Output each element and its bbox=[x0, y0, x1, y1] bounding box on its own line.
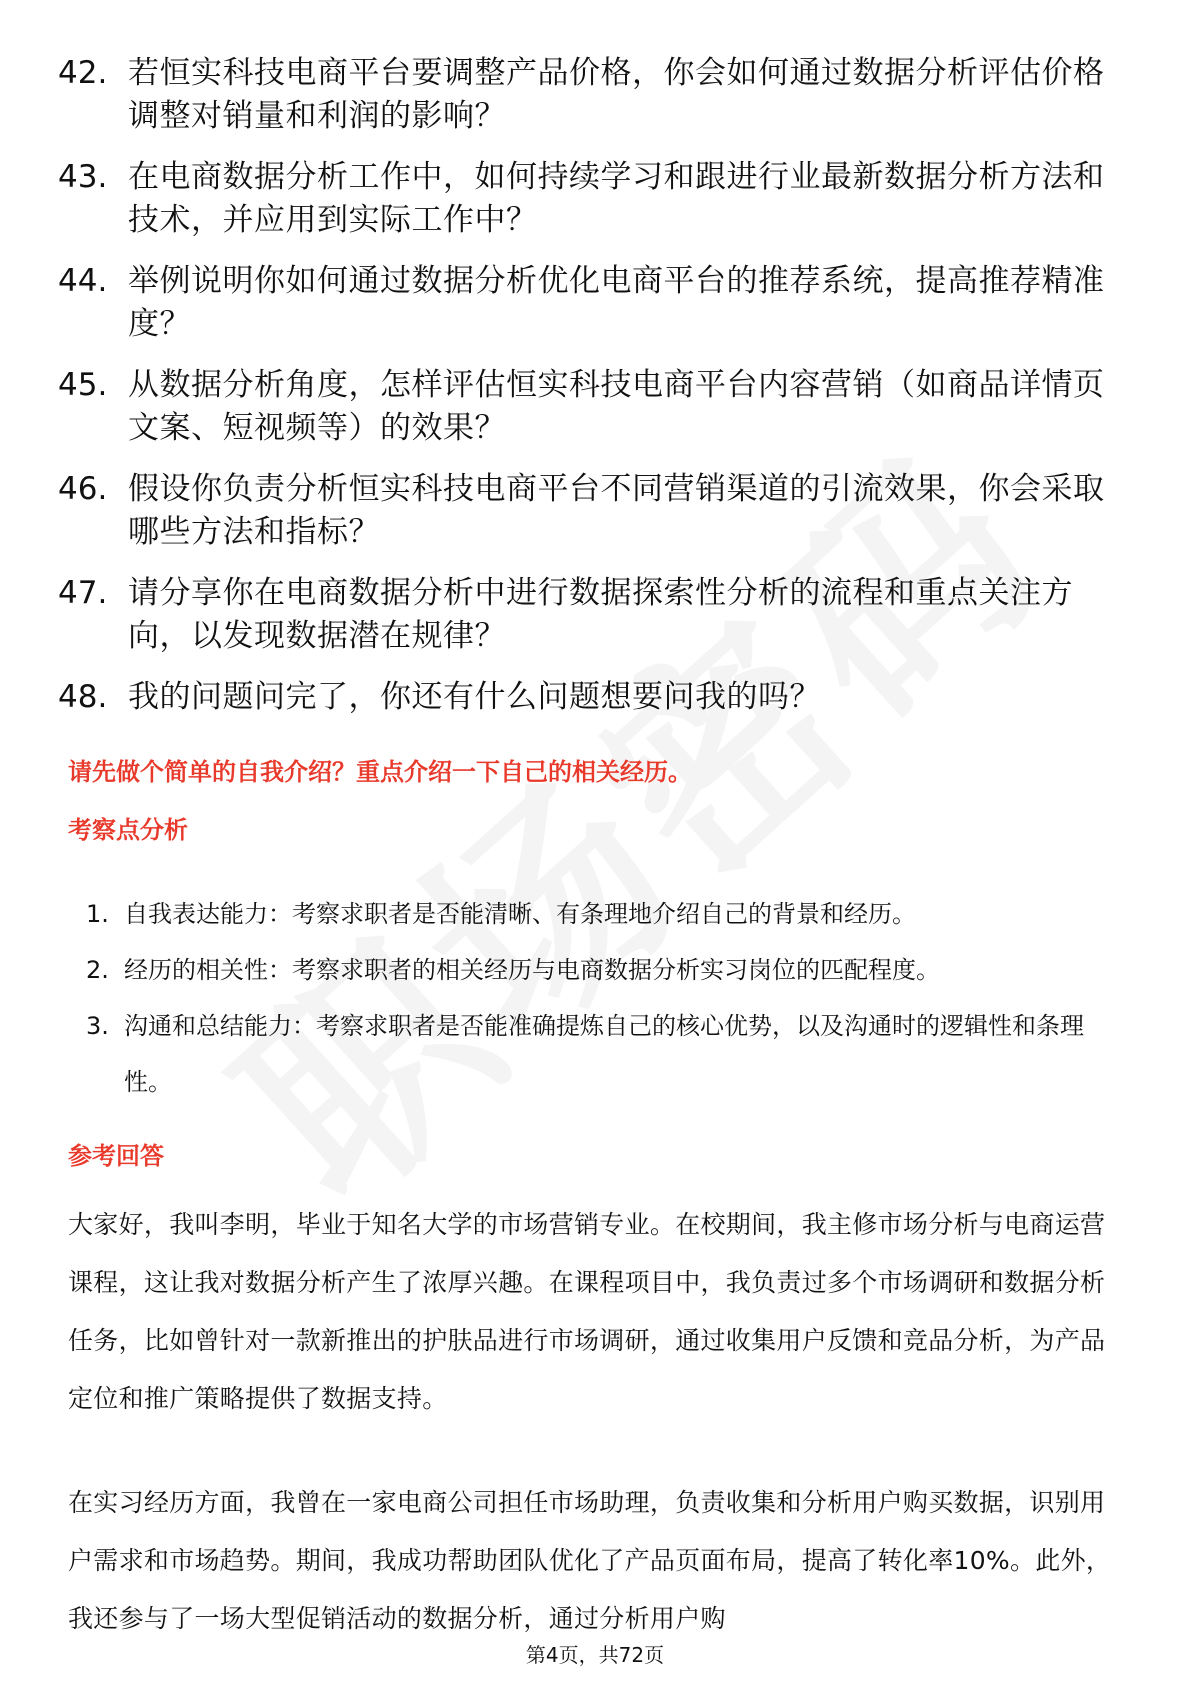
list-item bbox=[58, 156, 1118, 242]
point-number: 3. bbox=[86, 1012, 109, 1040]
answer-heading: 参考回答 bbox=[68, 1142, 164, 1170]
question-text: 举例说明你如何通过数据分析优化电商平台的推荐系统，提高推荐精准度？ bbox=[128, 263, 1105, 342]
question-number: 46. bbox=[58, 471, 108, 507]
question-text: 若恒实科技电商平台要调整产品价格，你会如何通过数据分析评估价格调整对销量和利润的影响？ bbox=[128, 55, 1105, 134]
list-item bbox=[86, 942, 1126, 998]
question-number: 48. bbox=[58, 679, 108, 715]
list-item bbox=[86, 886, 1126, 942]
answer-paragraph: 大家好，我叫李明，毕业于知名大学的市场营销专业。在校期间，我主修市场分析与电商运营课程，这让我对数据分析产生了浓厚兴趣。在课程项目中，我负责过多个市场调研和数据分析任务，比如曾针对一款新推出的护肤品进行市场调研，通过收集用户反馈和竞品分析，为产品定位和推广策略提供了数据支持。 bbox=[68, 1210, 1106, 1413]
list-item bbox=[58, 468, 1118, 554]
answer-paragraph: 在实习经历方面，我曾在一家电商公司担任市场助理，负责收集和分析用户购买数据，识别用户需求和市场趋势。期间，我成功帮助团队优化了产品页面布局，提高了转化率10%。此外，我还参与了一场大型促销活动的数据分析，通过分析用户购 bbox=[68, 1488, 1112, 1633]
page-number: 第4页，共72页 bbox=[525, 1643, 665, 1667]
question-text: 假设你负责分析恒实科技电商平台不同营销渠道的引流效果，你会采取哪些方法和指标？ bbox=[128, 471, 1105, 550]
list-item bbox=[58, 52, 1118, 138]
list-item bbox=[58, 676, 1118, 719]
point-number: 1. bbox=[86, 900, 109, 928]
list-item bbox=[86, 998, 1126, 1110]
question-number: 44. bbox=[58, 263, 108, 299]
point-text: 自我表达能力：考察求职者是否能清晰、有条理地介绍自己的背景和经历。 bbox=[124, 900, 916, 928]
point-number: 2. bbox=[86, 956, 109, 984]
question-list bbox=[58, 52, 1118, 737]
list-item bbox=[58, 260, 1118, 346]
question-text: 从数据分析角度，怎样评估恒实科技电商平台内容营销（如商品详情页文案、短视频等）的效果？ bbox=[128, 367, 1105, 446]
point-text: 经历的相关性：考察求职者的相关经历与电商数据分析实习岗位的匹配程度。 bbox=[124, 956, 940, 984]
list-item bbox=[58, 572, 1118, 658]
question-number: 45. bbox=[58, 367, 108, 403]
analysis-points bbox=[86, 886, 1126, 1110]
question-text: 请分享你在电商数据分析中进行数据探索性分析的流程和重点关注方向，以发现数据潜在规律？ bbox=[128, 575, 1073, 654]
question-number: 43. bbox=[58, 159, 108, 195]
list-item bbox=[58, 364, 1118, 450]
question-number: 47. bbox=[58, 575, 108, 611]
point-text: 沟通和总结能力：考察求职者是否能准确提炼自己的核心优势，以及沟通时的逻辑性和条理性。 bbox=[124, 1012, 1084, 1096]
question-number: 42. bbox=[58, 55, 108, 91]
analysis-heading: 考察点分析 bbox=[68, 816, 188, 844]
question-text: 在电商数据分析工作中，如何持续学习和跟进行业最新数据分析方法和技术，并应用到实际工作中？ bbox=[128, 159, 1105, 238]
section-question-title: 请先做个简单的自我介绍？重点介绍一下自己的相关经历。 bbox=[68, 758, 692, 786]
question-text: 我的问题问完了，你还有什么问题想要问我的吗？ bbox=[128, 679, 821, 715]
